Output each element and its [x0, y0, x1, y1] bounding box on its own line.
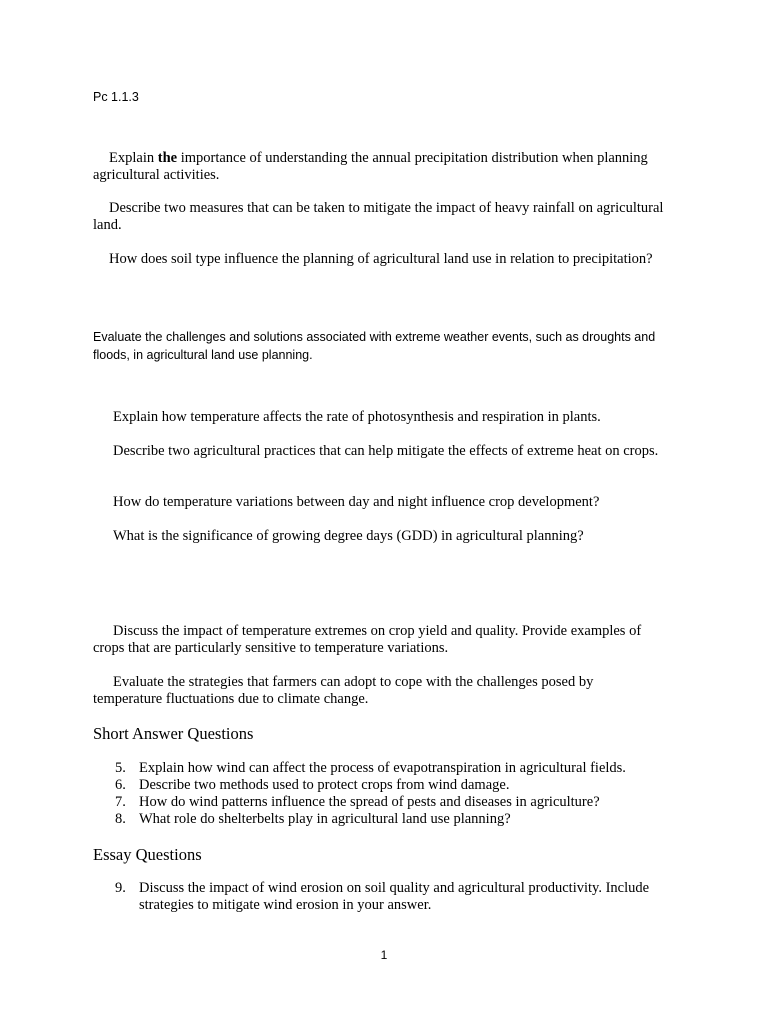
page-number: 1 — [380, 948, 388, 962]
list-item — [93, 777, 683, 794]
precipitation-question-2 — [93, 200, 683, 234]
item-text: Describe two methods used to protect crops from wind damage. — [139, 777, 510, 793]
question-text: What is the significance of growing degree days (GDD) in agricultural planning? — [113, 528, 584, 544]
item-text: How do wind patterns influence the spread of pests and diseases in agriculture? — [139, 794, 600, 810]
essay-list — [93, 880, 653, 914]
question-text: Explain how temperature affects the rate of photosynthesis and respiration in plants. — [113, 409, 601, 425]
question-text: Evaluate the strategies that farmers can adopt to cope with the challenges posed by temperature fluctuations due to climate change. — [93, 674, 594, 707]
item-number: 9. — [115, 880, 126, 896]
question-text: Describe two measures that can be taken to mitigate the impact of heavy rainfall on agricultural land. — [93, 200, 664, 233]
item-number: 5. — [115, 760, 126, 776]
question-text: How does soil type influence the planning of agricultural land use in relation to precipitation? — [109, 251, 653, 267]
list-item — [93, 760, 683, 777]
question-text: How do temperature variations between day and night influence crop development? — [113, 494, 600, 510]
item-text: Discuss the impact of wind erosion on soil quality and agricultural productivity. Include strategies to mitigate wind erosion in your answer. — [139, 880, 650, 913]
question-text-start: Explain — [109, 150, 158, 166]
item-number: 6. — [115, 777, 126, 793]
temperature-question-1 — [93, 409, 683, 426]
question-text: Discuss the impact of temperature extremes on crop yield and quality. Provide examples of crops that are particularly sensitive to temperature variations. — [93, 623, 642, 656]
list-item — [93, 794, 683, 811]
short-answer-heading: Short Answer Questions — [93, 724, 254, 743]
document-code: Pc 1.1.3 — [93, 90, 139, 104]
list-item — [93, 880, 653, 914]
temperature-question-3 — [93, 494, 683, 511]
essay-heading: Essay Questions — [93, 845, 202, 864]
item-number: 8. — [115, 811, 126, 827]
list-item — [93, 811, 683, 828]
temperature-essay-question-2 — [93, 674, 653, 708]
precipitation-question-3 — [93, 251, 683, 268]
item-text: Explain how wind can affect the process of evapotranspiration in agricultural fields. — [139, 760, 626, 776]
temperature-question-4 — [93, 528, 683, 545]
short-answer-list — [93, 760, 683, 828]
question-text: Describe two agricultural practices that can help mitigate the effects of extreme heat on crops. — [113, 443, 659, 459]
question-text-end: importance of understanding the annual precipitation distribution when planning agricultural activities. — [93, 150, 648, 183]
precipitation-question-1 — [93, 150, 683, 184]
precipitation-essay-question: Evaluate the challenges and solutions associated with extreme weather events, such as droughts and floods, in agricultural land use planning. — [93, 330, 656, 362]
item-number: 7. — [115, 794, 126, 810]
temperature-question-2 — [93, 443, 683, 460]
item-text: What role do shelterbelts play in agricultural land use planning? — [139, 811, 511, 827]
temperature-essay-question-1 — [93, 623, 668, 657]
question-text-bold: the — [157, 150, 178, 166]
